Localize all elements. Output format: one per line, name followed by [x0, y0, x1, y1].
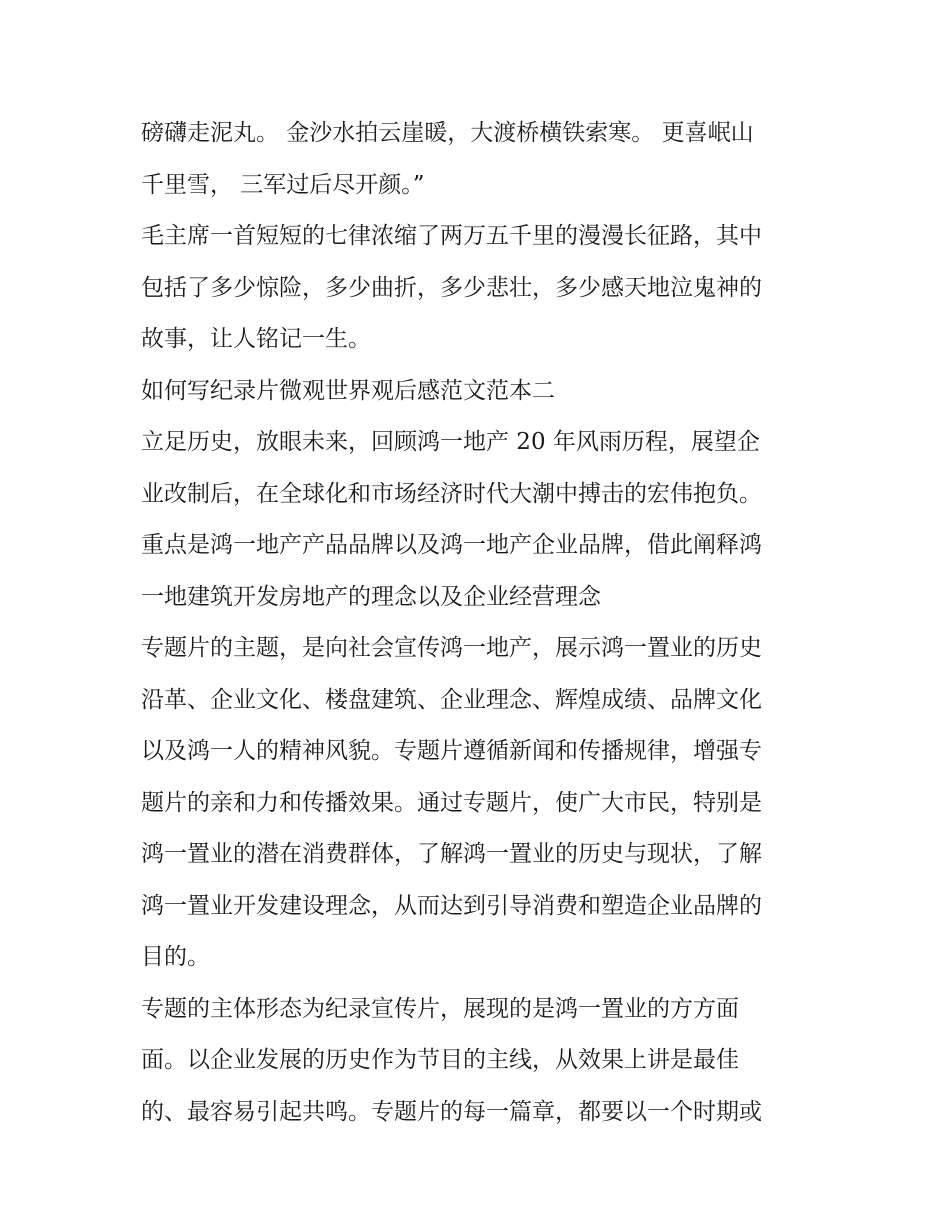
text-line: 毛主席一首短短的七律浓缩了两万五千里的漫漫长征路，其中: [141, 223, 762, 249]
text-line: 以及鸿一人的精神风貌。专题片遵循新闻和传播规律，增强专: [141, 738, 762, 764]
text-line: 专题片的主题，是向社会宣传鸿一地产，展示鸿一置业的历史: [141, 635, 762, 661]
text-line: 立足历史，放眼未来，回顾鸿一地产 20 年风雨历程，展望企: [141, 429, 760, 455]
text-line: 业改制后，在全球化和市场经济时代大潮中搏击的宏伟抱负。: [141, 480, 762, 507]
text-line: 重点是鸿一地产产品品牌以及鸿一地产企业品牌，借此阐释鸿: [141, 532, 762, 558]
document-body: [141, 108, 821, 1138]
text-line: 包括了多少惊险，多少曲折，多少悲壮，多少感天地泣鬼神的: [141, 274, 762, 301]
text-line: 专题的主体形态为纪录宣传片，展现的是鸿一置业的方方面: [141, 995, 739, 1022]
text-line: 目的。: [141, 944, 210, 970]
text-line: 千里雪， 三军过后尽开颜。”: [141, 171, 425, 198]
text-line: 的、最容易引起共鸣。专题片的每一篇章，都要以一个时期或: [141, 1098, 762, 1125]
text-line: 一地建筑开发房地产的理念以及企业经营理念: [141, 583, 601, 610]
text-line: 故事，让人铭记一生。: [141, 326, 371, 352]
section-heading: 如何写纪录片微观世界观后感范文范本二: [141, 377, 555, 404]
text-line: 题片的亲和力和传播效果。通过专题片，使广大市民，特别是: [141, 789, 762, 816]
text-line: 鸿一置业开发建设理念，从而达到引导消费和塑造企业品牌的: [141, 892, 762, 919]
text-line: 沿革、企业文化、楼盘建筑、企业理念、辉煌成绩、品牌文化: [141, 686, 762, 713]
text-line: 鸿一置业的潜在消费群体，了解鸿一置业的历史与现状，了解: [141, 841, 762, 867]
text-line: 面。以企业发展的历史作为节目的主线，从效果上讲是最佳: [141, 1047, 739, 1073]
text-line: 磅礴走泥丸。 金沙水拍云崖暖，大渡桥横铁索寒。 更喜岷山: [141, 120, 754, 146]
